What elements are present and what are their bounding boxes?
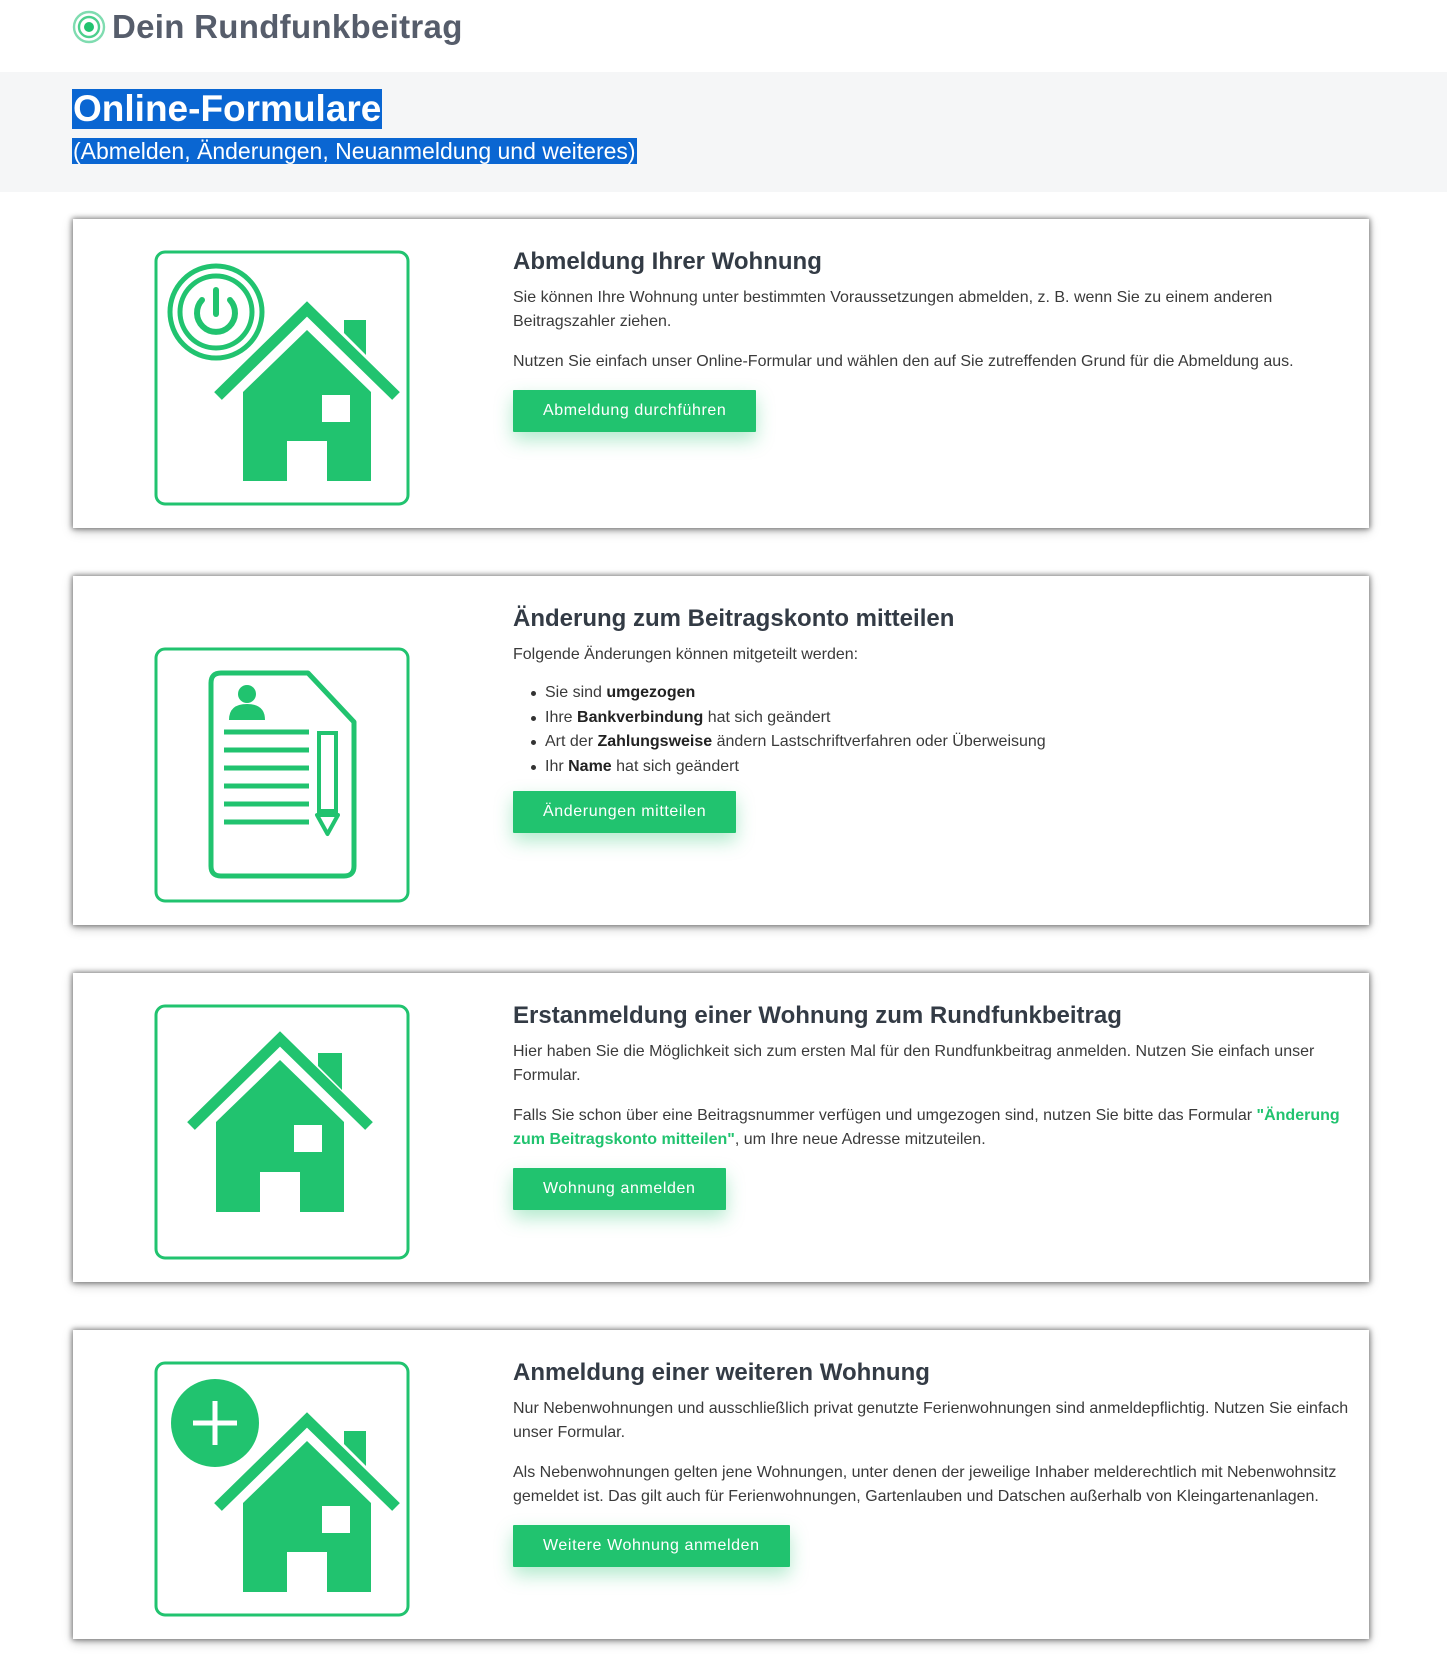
page-subtitle: (Abmelden, Änderungen, Neuanmeldung und weiteres) — [73, 138, 636, 164]
document-pencil-icon — [154, 647, 410, 903]
card-erstanmeldung — [73, 973, 1369, 1282]
card-text: Als Nebenwohnungen gelten jene Wohnungen, unter denen der jeweilige Inhaber melderechtlich mit Nebenwohnsitz gemeldet ist. Das gilt auch für Ferienwohnungen, Gartenlauben und Datschen außerhalb von Kleingartenanlagen. — [513, 1464, 1337, 1505]
card-content — [513, 1001, 1353, 1210]
list-item: Art der Zahlungsweise ändern Lastschriftverfahren oder Überweisung — [531, 730, 1353, 755]
card-content — [513, 1358, 1353, 1567]
change-list — [531, 681, 1353, 779]
brand-link[interactable] — [72, 8, 463, 46]
card-aenderung — [73, 576, 1369, 925]
list-item: Ihre Bankverbindung hat sich geändert — [531, 706, 1353, 731]
card-text: Sie können Ihre Wohnung unter bestimmten Voraussetzungen abmelden, z. B. wenn Sie zu einem anderen Beitragszahler ziehen. — [513, 289, 1273, 330]
card-title: Anmeldung einer weiteren Wohnung — [513, 1359, 930, 1386]
card-text: Nur Nebenwohnungen und ausschließlich privat genutzte Ferienwohnungen sind anmeldepflichtig. Nutzen Sie einfach unser Formular. — [513, 1400, 1349, 1441]
house-plus-icon — [154, 1361, 410, 1617]
card-abmeldung — [73, 219, 1369, 528]
aenderungen-button[interactable]: Änderungen mitteilen — [513, 791, 736, 833]
house-power-icon — [154, 250, 410, 506]
card-text: Nutzen Sie einfach unser Online-Formular und wählen den auf Sie zutreffenden Grund für die Abmeldung aus. — [513, 353, 1294, 370]
card-title: Abmeldung Ihrer Wohnung — [513, 248, 822, 275]
card-text: Hier haben Sie die Möglichkeit sich zum ersten Mal für den Rundfunkbeitrag anmelden. Nutzen Sie einfach unser Formular. — [513, 1043, 1315, 1084]
card-text: Folgende Änderungen können mitgeteilt werden: — [513, 646, 859, 663]
house-icon — [154, 1004, 410, 1260]
aenderung-link[interactable]: "Änderung zum Beitragskonto mitteilen" — [513, 1107, 1340, 1148]
page-title: Online-Formulare — [73, 88, 382, 129]
card-weitere-wohnung — [73, 1330, 1369, 1639]
weitere-wohnung-button[interactable]: Weitere Wohnung anmelden — [513, 1525, 790, 1567]
radio-wave-icon — [72, 10, 106, 44]
list-item: Sie sind umgezogen — [531, 681, 1353, 706]
wohnung-anmelden-button[interactable]: Wohnung anmelden — [513, 1168, 726, 1210]
card-title: Änderung zum Beitragskonto mitteilen — [513, 605, 955, 632]
card-text: Falls Sie schon über eine Beitragsnummer verfügen und umgezogen sind, nutzen Sie bitte das Formular "Änderung zum Beitragskonto mitteilen", um Ihre neue Adresse mitzuteilen. — [513, 1107, 1340, 1148]
card-title: Erstanmeldung einer Wohnung zum Rundfunkbeitrag — [513, 1002, 1122, 1029]
site-header — [0, 0, 1447, 72]
card-content — [513, 604, 1353, 833]
brand-name: Dein Rundfunkbeitrag — [112, 8, 463, 45]
abmeldung-button[interactable]: Abmeldung durchführen — [513, 390, 756, 432]
list-item: Ihr Name hat sich geändert — [531, 755, 1353, 780]
hero-banner — [0, 72, 1447, 192]
card-content — [513, 247, 1353, 432]
